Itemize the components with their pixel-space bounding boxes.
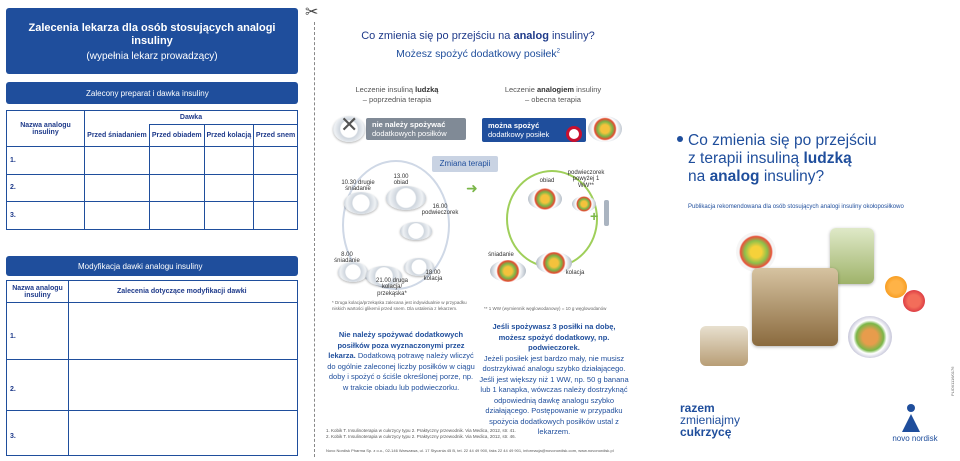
time-lunch: 13.00 obiad [393,174,409,187]
table-cell[interactable] [204,202,254,230]
photo-family [752,268,838,346]
footnote-left: * Druga kolacja/przekąska zalecana jest indywidualnie w przypadku niskich wartości glikemii przed snem. Dla ustalenia z lekarzem. [332,300,467,311]
col-header-bedtime: Przed snem [254,125,298,147]
plate-breakfast-analog [490,260,526,282]
table-cell[interactable] [85,202,150,230]
clock-icon [566,126,582,142]
middle-question [322,10,634,74]
logo-figure-icon [892,402,930,434]
table-cell[interactable] [254,147,298,175]
time-breakfast-analog: śniadanie [488,252,514,258]
col-header-name: Nazwa analogu insuliny [7,111,85,147]
snack-plate-icon [588,116,622,142]
scissors-icon: ✂ [305,4,319,21]
col-header-dinner: Przed kolacją [204,125,254,147]
table-row-num: 2. [7,174,85,202]
col-header-dawka: Dawka [85,111,298,125]
modify-bar-title: Modyfikacja dawki analogu insuliny [78,262,203,271]
right-title: Co zmienia się po przejściu z terapii insuliną ludzką na analog insuliny? [688,132,877,185]
table-row-num: 1. [7,303,69,360]
middle-question-line2: Możesz spożyć dodatkowy posiłek$^2$ [396,48,560,60]
time-afternoon-snack: 16.00 podwieczorek [421,204,459,217]
table-cell[interactable] [69,359,298,410]
col-header-recommendations: Zalecenia dotyczące modyfikacji dawki [69,281,298,303]
document-code: PL/DI/1116/0176 [950,366,955,396]
arrow-right-icon: ➜ [466,180,478,196]
footnote-right: ** 1 WW (wymiennik węglowodanowy) = 10 g węglowodanów [484,306,607,311]
table-cell[interactable] [69,303,298,360]
reference-1: 1. Kobik T. Insulinoterapia w cukrzycy typu 2. Praktyczny przewodnik. Via Medica, 2012, str. 41. [326,428,516,433]
middle-question-line1: Co zmienia się po przejściu na analog insuliny? [361,30,595,42]
left-header-title: Zalecenia lekarza dla osób stosujących analogi insuliny [28,22,276,48]
prep-bar-title: Zalecony preparat i dawka insuliny [86,89,209,98]
paragraph-human: Nie należy spożywać dodatkowych posiłków poza wyznaczonymi przez lekarza. Dodatkową potrawę należy wliczyć do ogólnie zaleconej liczby posiłków w ciągu doby i spożyć o ściśle określonej porze, np. w trakcie obiadu lub podwieczorku. [327,330,475,392]
cross-icon: ✕ [340,112,359,137]
campaign-logo: razem zmieniajmy cukrzycę [680,401,741,439]
brand-name: novo nordisk [892,434,938,443]
insulin-pen-icon [604,200,609,226]
company-info: Novo Nordisk Pharma Sp. z o.o., 02-146 Warszawa, ul. 17 Stycznia 45 B, tel. 22 44 49 900, faks 22 44 49 901, informacja@novonordisk.com, www.novonordisk.pl [326,448,614,453]
time-breakfast: 8.00 śniadanie [334,252,360,265]
dose-table [6,110,298,230]
table-cell[interactable] [149,174,204,202]
table-row-num: 3. [7,410,69,455]
time-second-breakfast: 10.30 drugie śniadanie [341,180,375,193]
time-dinner-analog: kolacja [565,270,585,276]
references [326,428,636,440]
col-header-lunch: Przed obiadem [149,125,204,147]
modify-table [6,280,298,456]
plate-breakfast [338,262,368,282]
time-snack-analog: podwieczorek powyżej 1 WW** [567,170,605,189]
left-header-subtitle: (wypełnia lekarz prowadzący) [86,51,218,63]
table-cell[interactable] [204,174,254,202]
photo-fruit [736,232,776,272]
title-bullet [677,136,683,142]
table-cell[interactable] [85,174,150,202]
left-header [6,8,298,74]
yes-snack-banner: można spożyć dodatkowy posiłek [482,118,586,142]
table-row-num: 2. [7,359,69,410]
no-snack-banner: nie należy spożywać dodatkowych posiłków [366,118,466,140]
plate-afternoon-snack [400,222,432,240]
cut-line [314,22,315,457]
paragraph-analog: Jeśli spożywasz 3 posiłki na dobę, możesz spożyć dodatkowy, np. podwieczorek. Jeżeli posiłek jest bardzo mały, nie musisz dostrzykiwać analogu szybko działającego. Jeśli jest większy niż 1 WW, np. 50 g banana lub 1 kanapka, wówczas należy dostrzyknąć odpowiednią dawkę analogu szybko działającego. Postępowanie w przypadku spożycia dodatkowych posiłków ustal z lekarzem. [479,322,629,436]
plus-icon: + [590,208,599,224]
therapy-change-label: Zmiana terapii [432,156,498,172]
table-cell[interactable] [254,174,298,202]
prep-bar [6,82,298,104]
table-cell[interactable] [149,202,204,230]
col-header-name: Nazwa analogu insuliny [7,281,69,303]
table-row-num: 3. [7,202,85,230]
time-supper: 18.00 kolacja [423,270,443,283]
photo-meal [848,316,892,358]
table-cell[interactable] [204,147,254,175]
table-cell[interactable] [85,147,150,175]
table-cell[interactable] [69,410,298,455]
time-late-supper: 21.00 druga kolacja/ przekąska* [375,278,409,297]
right-subtitle: Publikacja rekomendowana dla osób stosujących analogi insuliny okołoposiłkowo [688,204,904,210]
table-cell[interactable] [254,202,298,230]
photo-tomato [903,290,925,312]
col-header-breakfast: Przed śniadaniem [85,125,150,147]
column-header-analog: Leczenie analogiem insuliny – obecna terapia [504,85,602,105]
plate-lunch-analog [528,188,562,210]
time-lunch-analog: obiad [539,178,555,184]
column-header-human: Leczenie insuliną ludzką – poprzednia terapia [355,85,439,105]
reference-2: 2. Kobik T. Insulinoterapia w cukrzycy typu 2. Praktyczny przewodnik. Via Medica, 2012, str. 46. [326,433,516,439]
modify-bar [6,256,298,276]
photo-kitchen [700,326,748,366]
plate-second-breakfast [344,192,378,214]
table-row-num: 1. [7,147,85,175]
table-cell[interactable] [149,147,204,175]
